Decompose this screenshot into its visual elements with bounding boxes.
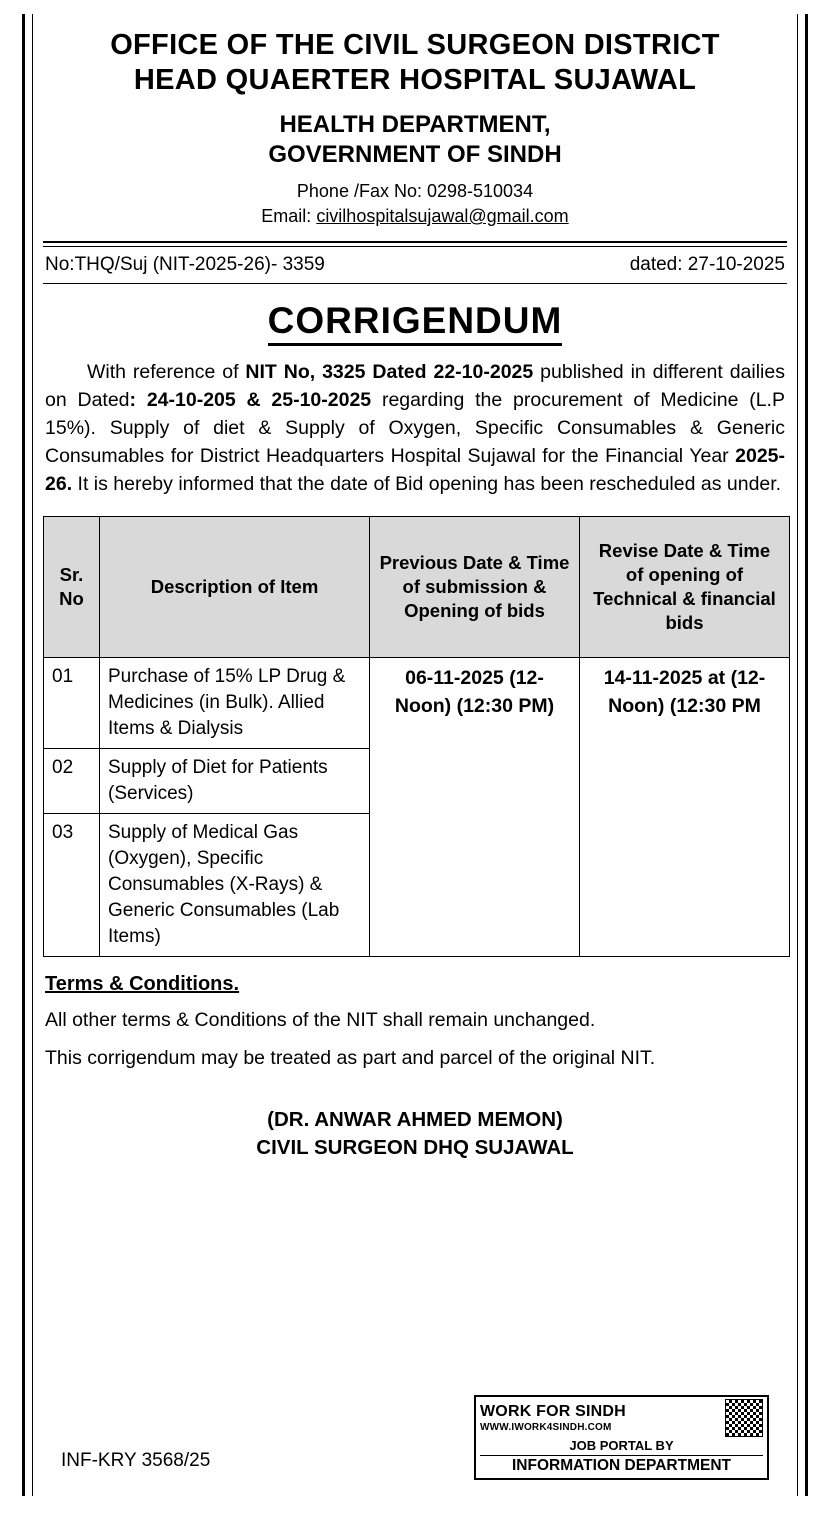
org-title-line1: OFFICE OF THE CIVIL SURGEON DISTRICT (110, 29, 720, 61)
footer (61, 1395, 769, 1480)
reference-date: dated: 27-10-2025 (629, 254, 785, 275)
intro-financial-year: 2025-26. (45, 445, 785, 495)
signatory-name: (DR. ANWAR AHMED MEMON) (267, 1108, 563, 1131)
dept-title-line1: HEALTH DEPARTMENT, (279, 111, 551, 138)
table-row (44, 658, 790, 749)
intro-part-4: It is hereby informed that the date of Bid opening has been rescheduled as under. (72, 473, 782, 495)
table-body (44, 658, 790, 957)
cell-description: Supply of Medical Gas (Oxygen), Specific Consumables (X-Rays) & Generic Consumables (Lab Items) (100, 814, 370, 957)
email-line (43, 204, 787, 229)
cell-sr-no: 02 (44, 749, 100, 814)
email-address[interactable]: civilhospitalsujawal@gmail.com (316, 206, 569, 226)
cell-sr-no: 01 (44, 658, 100, 749)
dept-title-line2: GOVERNMENT OF SINDH (268, 141, 562, 168)
signatory-designation: CIVIL SURGEON DHQ SUJAWAL (256, 1136, 574, 1159)
terms-heading: Terms & Conditions. (45, 973, 240, 995)
portal-url[interactable]: WWW.IWORK4SINDH.COM (480, 1421, 612, 1433)
department-title (43, 110, 787, 170)
intro-paragraph (43, 358, 787, 498)
cell-previous-date: 06-11-2025 (12-Noon) (12:30 PM) (370, 658, 580, 957)
intro-part-1: With reference of (87, 361, 246, 383)
reference-divider (43, 283, 787, 284)
bid-schedule-table (43, 516, 790, 957)
cell-description: Supply of Diet for Patients (Services) (100, 749, 370, 814)
portal-text-block (480, 1403, 725, 1434)
portal-job-label: JOB PORTAL BY (569, 1438, 674, 1453)
contact-block (43, 179, 787, 229)
reference-line (43, 247, 787, 283)
phone-line: Phone /Fax No: 0298-510034 (296, 181, 534, 201)
inf-number: INF-KRY 3568/25 (61, 1450, 211, 1471)
column-header-sr-no: Sr. No (44, 517, 100, 658)
intro-publish-dates: : 24-10-205 & 25-10-2025 (129, 389, 372, 411)
portal-top-row (480, 1399, 763, 1437)
qr-code-icon (725, 1399, 763, 1437)
portal-department: INFORMATION DEPARTMENT (480, 1455, 763, 1475)
terms-line-1: All other terms & Conditions of the NIT shall remain unchanged. (45, 1009, 596, 1031)
table-header (44, 517, 790, 658)
table-header-row (44, 517, 790, 658)
column-header-description: Description of Item (100, 517, 370, 658)
column-header-previous-date: Previous Date & Time of submission & Opening of bids (370, 517, 580, 658)
notice-border (22, 14, 808, 1496)
cell-sr-no: 03 (44, 814, 100, 957)
email-label: Email: (261, 206, 317, 226)
notice-content (43, 14, 787, 1496)
page-title-text: CORRIGENDUM (268, 300, 563, 346)
reference-number: No:THQ/Suj (NIT-2025-26)- 3359 (45, 254, 325, 275)
intro-nit-reference: NIT No, 3325 Dated 22-10-2025 (245, 361, 534, 383)
signature-block (43, 1106, 787, 1162)
terms-line-2: This corrigendum may be treated as part and parcel of the original NIT. (45, 1047, 656, 1069)
org-title-line2: HEAD QUAERTER HOSPITAL SUJAWAL (133, 64, 697, 96)
organization-title (43, 28, 787, 98)
cell-description: Purchase of 15% LP Drug & Medicines (in Bulk). Allied Items & Dialysis (100, 658, 370, 749)
page-title (43, 300, 787, 342)
cell-revise-date: 14-11-2025 at (12- Noon) (12:30 PM (580, 658, 790, 957)
column-header-revise-date: Revise Date & Time of opening of Technical & financial bids (580, 517, 790, 658)
job-portal-badge (474, 1395, 769, 1480)
intro-part-3: regarding the procurement of Medicine (L.P 15%). Supply of diet & Supply of Oxygen, Specific Consumables & Generic Consumables for District Headquarters Hospital Sujawal for the Financial Year (45, 389, 785, 467)
portal-title: WORK FOR SINDH (480, 1402, 626, 1420)
intro-part-2: published in different dailies on Dated (45, 361, 785, 411)
